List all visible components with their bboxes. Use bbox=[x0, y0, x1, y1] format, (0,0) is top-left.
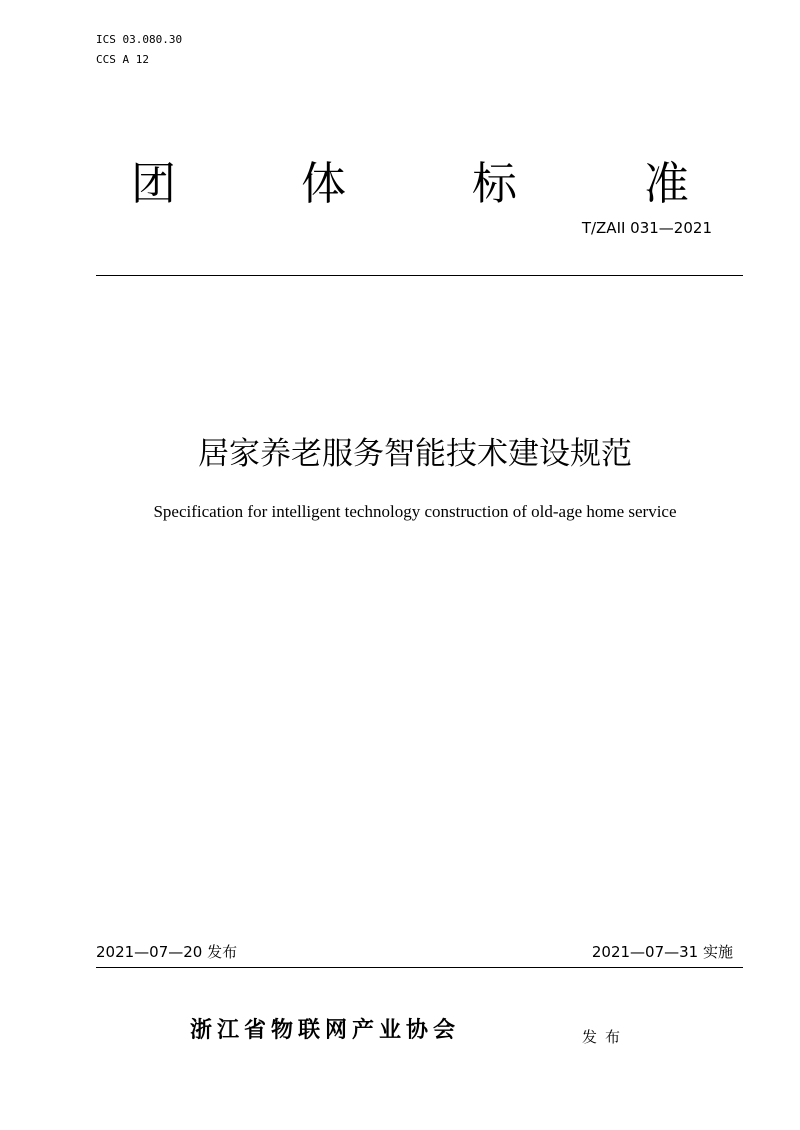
ics-code: ICS 03.080.30 bbox=[96, 33, 183, 46]
top-divider bbox=[96, 275, 743, 276]
bottom-divider bbox=[96, 967, 743, 968]
standard-type-char-1: 团 bbox=[131, 157, 177, 210]
standard-type-char-2: 体 bbox=[301, 157, 347, 210]
publish-date: 2021—07—20 发布 bbox=[96, 943, 238, 961]
issuing-organization: 浙江省物联网产业协会 bbox=[190, 1018, 461, 1043]
implement-date: 2021—07—31 实施 bbox=[591, 943, 733, 961]
standard-type-char-3: 标 bbox=[472, 157, 518, 210]
standard-type-char-4: 准 bbox=[644, 157, 690, 210]
document-title-english: Specification for intelligent technology construction of old-age home service bbox=[153, 502, 677, 521]
ccs-code: CCS A 12 bbox=[96, 53, 149, 66]
document-title-chinese: 居家养老服务智能技术建设规范 bbox=[198, 436, 632, 472]
issuing-action: 发布 bbox=[582, 1028, 629, 1046]
standard-number: T/ZAII 031—2021 bbox=[581, 219, 712, 237]
